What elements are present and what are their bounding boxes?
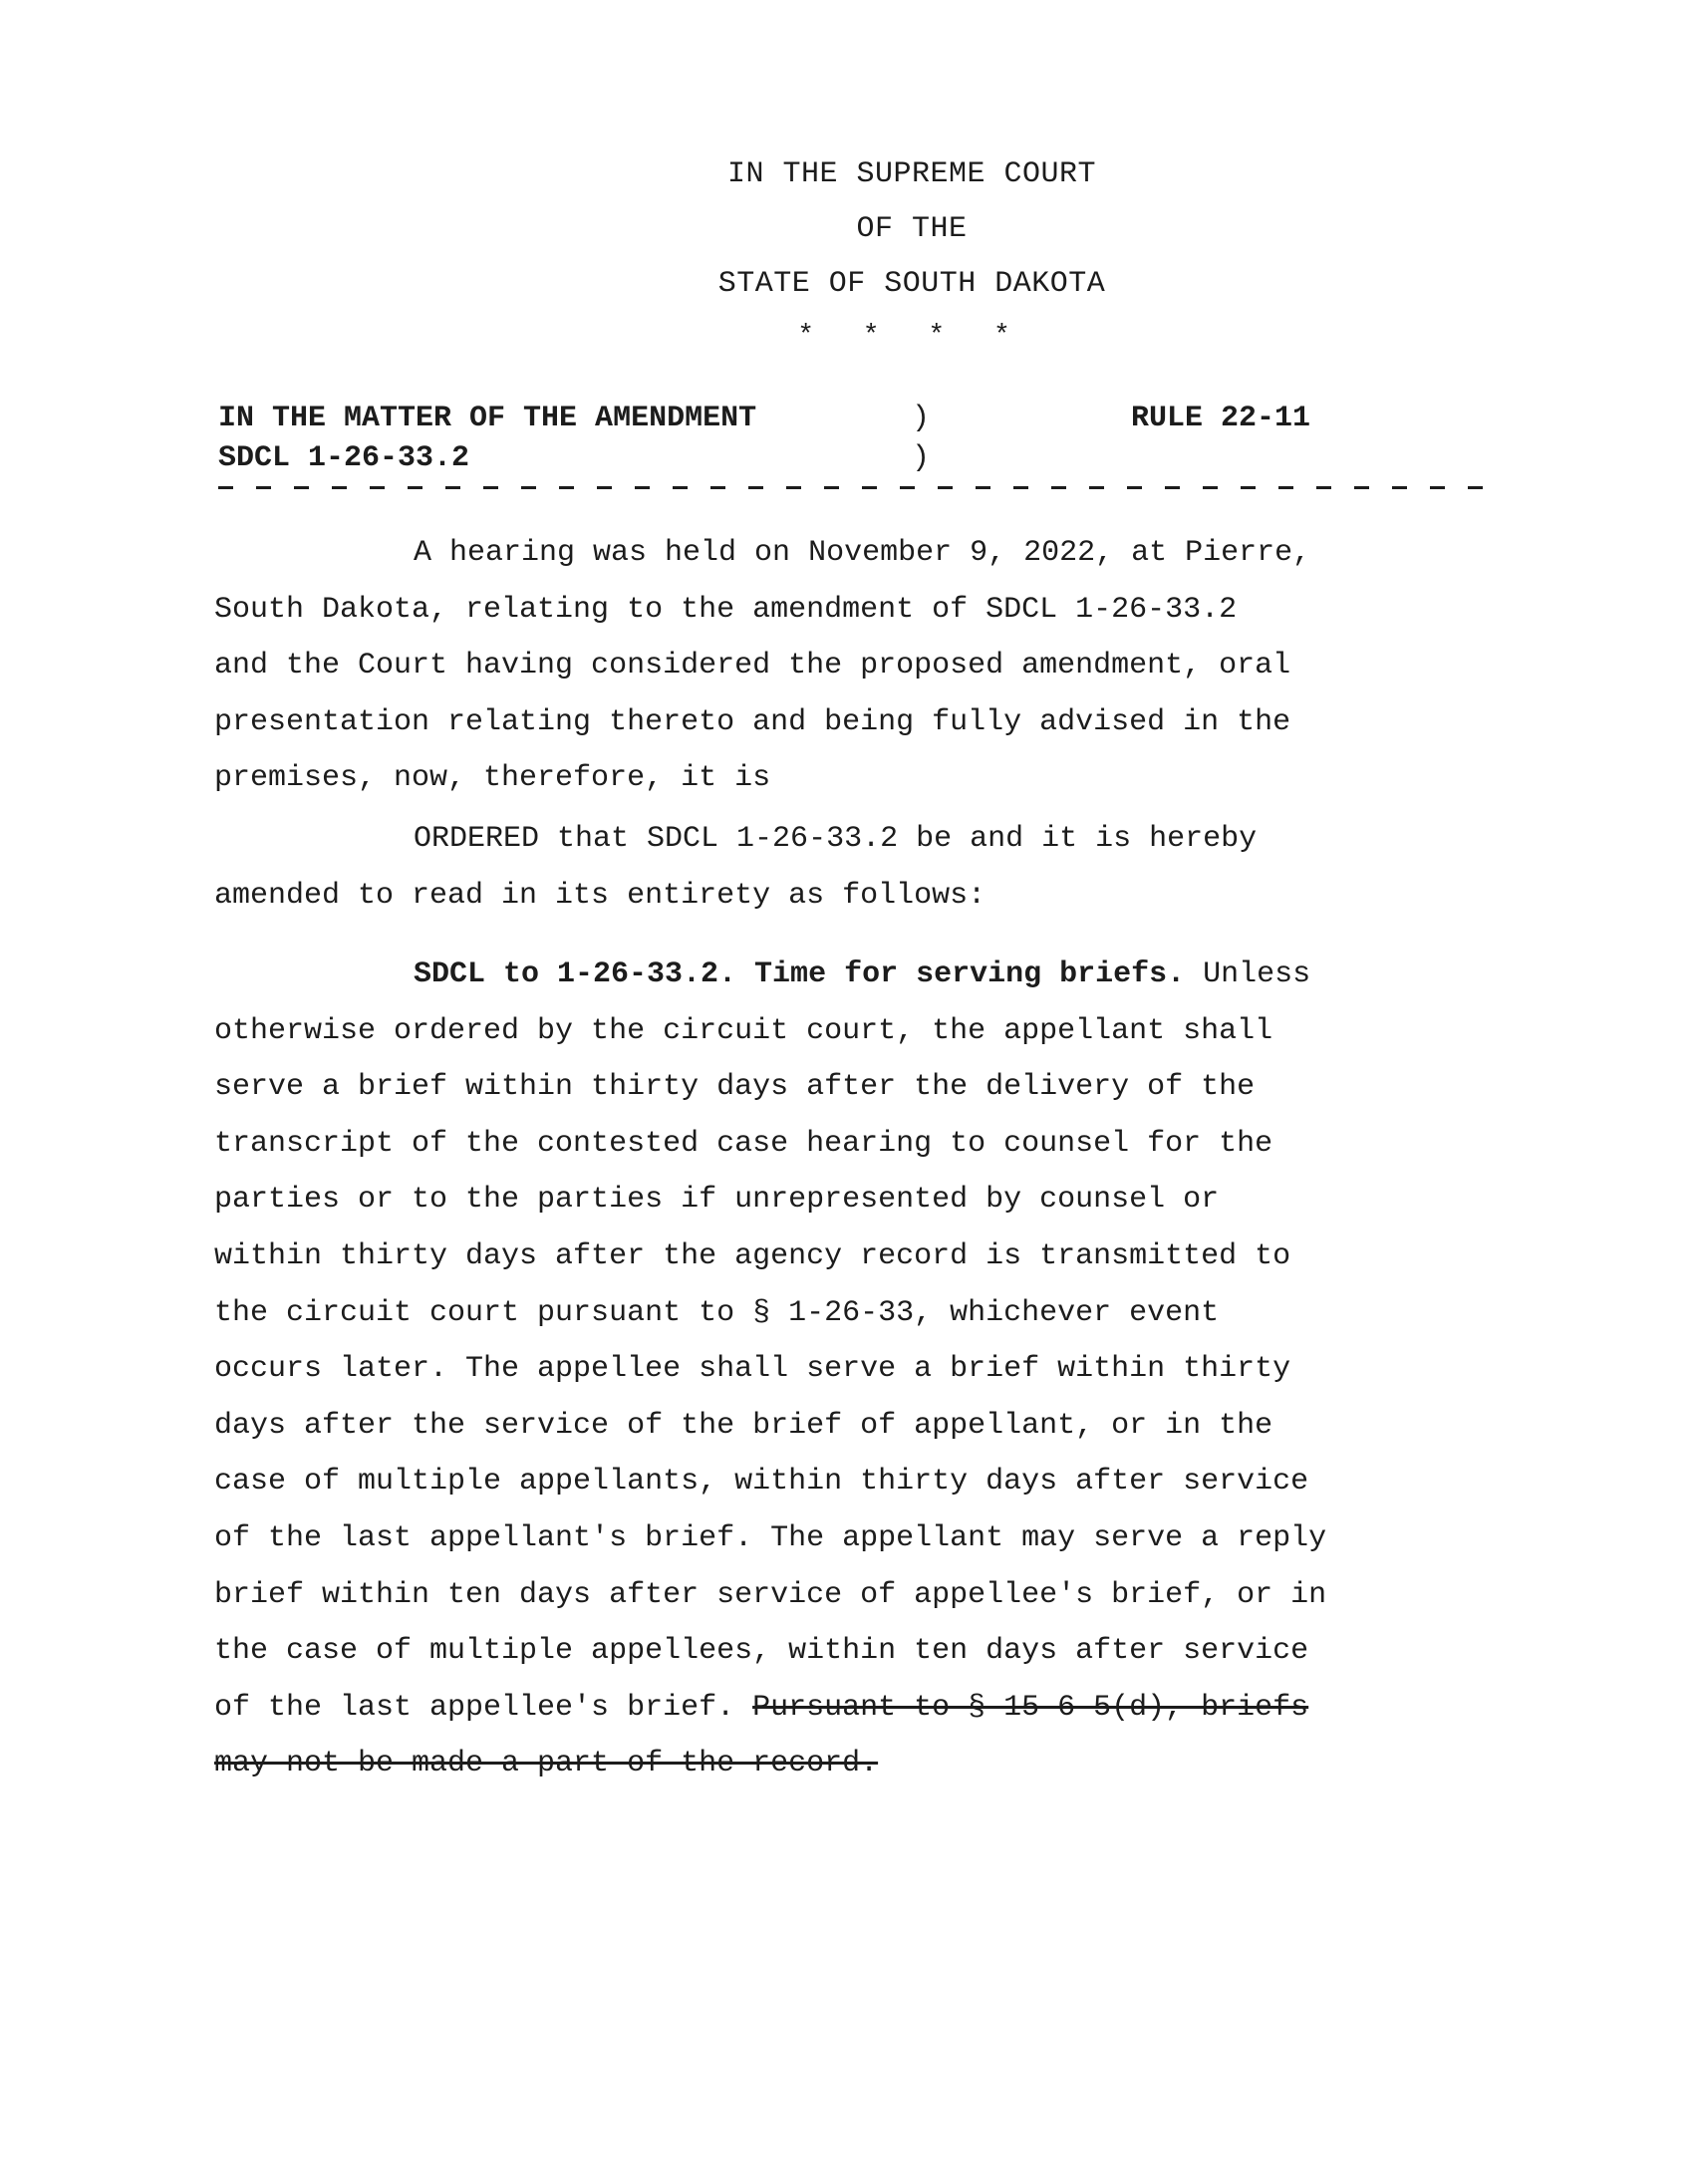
- paragraph-line: transcript of the contested case hearing to counsel for the: [214, 1126, 1273, 1161]
- court-heading-line2: OF THE: [856, 212, 968, 246]
- hearing-paragraph: [214, 525, 1510, 807]
- rule-last-line: [214, 1680, 1510, 1737]
- paragraph-line: parties or to the parties if unrepresented by counsel or: [214, 1183, 1220, 1218]
- paragraph-line: otherwise ordered by the circuit court, the appellant shall: [214, 1013, 1273, 1048]
- rule-first-line-rest: Unless: [1185, 957, 1311, 991]
- caption-paren-2: ): [912, 441, 931, 475]
- paragraph-line: case of multiple appellants, within thirty days after service: [214, 1465, 1309, 1500]
- deleted-text: Pursuant to § 15-6-5(d), briefs: [752, 1690, 1309, 1725]
- order-paragraph: [214, 811, 1510, 924]
- paragraph-line: days after the service of the brief of appellant, or in the: [214, 1408, 1273, 1443]
- paragraph-line: within thirty days after the agency record is transmitted to: [214, 1238, 1291, 1273]
- caption-matter: [218, 399, 756, 478]
- rule-heading: SDCL to 1-26-33.2. Time for serving briefs.: [414, 957, 1186, 991]
- paragraph-line: South Dakota, relating to the amendment of SDCL 1-26-33.2: [214, 592, 1238, 627]
- dashed-divider: [218, 486, 1486, 489]
- paragraph-line: serve a brief within thirty days after the delivery of the: [214, 1070, 1256, 1105]
- paragraph-line: occurs later. The appellee shall serve a brief within thirty: [214, 1352, 1291, 1387]
- paragraph-line: presentation relating thereto and being fully advised in the: [214, 704, 1291, 739]
- paragraph-line: the case of multiple appellees, within ten days after service: [214, 1634, 1309, 1669]
- court-heading-line1: IN THE SUPREME COURT: [726, 157, 1097, 191]
- deleted-text-line: may not be made a part of the record.: [214, 1747, 879, 1781]
- paragraph-line: and the Court having considered the proposed amendment, oral: [214, 649, 1291, 683]
- paragraph-line: of the last appellant's brief. The appellant may serve a reply: [214, 1520, 1327, 1555]
- case-caption: [218, 399, 1484, 475]
- caption-matter-line1: IN THE MATTER OF THE AMENDMENT: [218, 402, 757, 435]
- rule-first-line: [214, 947, 1510, 1003]
- amended-rule-paragraph: [214, 947, 1510, 1792]
- paragraph-line: A hearing was held on November 9, 2022, at Pierre,: [414, 536, 1311, 570]
- paragraph-line: amended to read in its entirety as follows:: [214, 878, 986, 913]
- separator-stars: * * * *: [797, 321, 1026, 352]
- paragraph-line: premises, now, therefore, it is: [214, 761, 771, 796]
- paragraph-line: ORDERED that SDCL 1-26-33.2 be and it is hereby: [414, 822, 1258, 856]
- caption-parentheses: [912, 399, 930, 478]
- paragraph-line: brief within ten days after service of appellee's brief, or in: [214, 1577, 1327, 1612]
- caption-paren-1: ): [912, 402, 931, 435]
- court-heading-line3: STATE OF SOUTH DAKOTA: [717, 267, 1106, 301]
- caption-matter-line2: SDCL 1-26-33.2: [218, 441, 470, 475]
- last-line-plain-text: of the last appellee's brief.: [214, 1690, 753, 1725]
- rule-number: RULE 22-11: [1131, 402, 1311, 435]
- paragraph-line: the circuit court pursuant to § 1-26-33, whichever event: [214, 1295, 1220, 1330]
